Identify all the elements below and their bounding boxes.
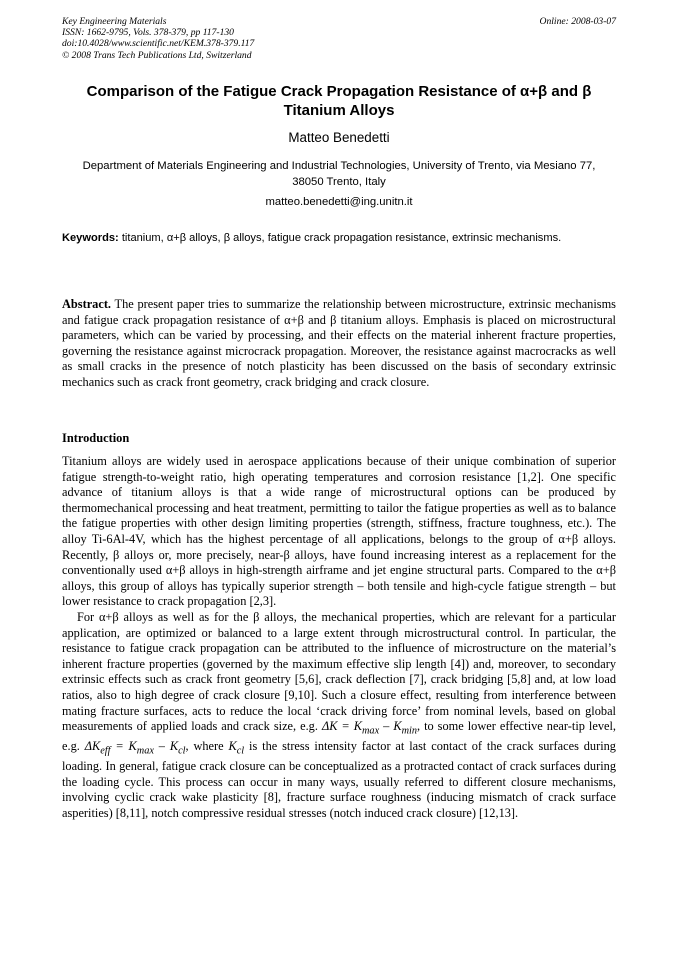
equation-delta-k: [321, 719, 417, 737]
intro-p2-text-a: For α+β alloys as well as for the β alloys, the mechanical properties, which are relevant for a particular application, are optimized or balanced to a large extent through microstructural control. In particular, the resistance to fatigue crack propagation can be attributed to the influence of microstructure on the material’s inherent fracture properties (governed by the maximum effective slip length [4]) and, moreover, to secondary extrinsic effects such as crack front geometry [5,6], crack deflection [7], crack bridging [5,8] and, at low load ratios, also to high degree of crack closure [9,10]. Such a closure effect, resulting from interference between mating fracture surfaces, acts to reduce the local ‘crack driving force’ from nominal levels, based on global measurements of applied loads and crack size, e.g.: [62, 609, 616, 734]
equation-delta-k-eff: [84, 739, 186, 757]
symbol-k-cl: [228, 739, 245, 757]
author-affiliation: Department of Materials Engineering and Industrial Technologies, University of Trento, via Mesiano 77, 38050 Trento, Italy: [82, 160, 596, 188]
kcl-sub: cl: [236, 745, 245, 757]
eq1-main: ΔK = K: [321, 719, 362, 734]
journal-header: [62, 16, 616, 61]
intro-p2-text-d: is the stress intensity factor at last contact of the crack surfaces during loading. In general, fatigue crack closure can be conceptualized as a protracted contact of crack surfaces during the loading cycle. This process can occur in many ways, usually referred to different closure mechanisms, involving cyclic crack wake plasticity [8], fracture surface roughness (inducing mismatch of crack surface asperities) [8,11], notch compressive residual stresses (notch induced crack closure) [12,13].: [62, 739, 616, 820]
eq2-sub-eff: eff: [100, 745, 111, 757]
eq1-sub-max: max: [362, 725, 380, 737]
journal-name: Key Engineering Materials: [62, 16, 167, 27]
eq1-sub-min: min: [401, 725, 417, 737]
eq2-main: ΔK: [84, 739, 101, 754]
author-email: matteo.benedetti@ing.unitn.it: [265, 196, 413, 208]
eq2-mid: = K: [110, 739, 137, 754]
abstract-label: Abstract.: [62, 297, 112, 311]
issn-line: ISSN: 1662-9795, Vols. 378-379, pp 117-130: [62, 27, 234, 39]
intro-paragraph-2: [62, 610, 616, 822]
keywords: [62, 232, 616, 246]
eq2-end: – K: [153, 739, 179, 754]
intro-p2-text-b: , to some lower effective near-tip level, e.g.: [62, 719, 616, 754]
abstract: [62, 297, 616, 391]
author-name: Matteo Benedetti: [288, 130, 390, 145]
introduction-heading: Introduction: [62, 431, 130, 445]
doi-line: doi:10.4028/www.scientific.net/KEM.378-379.117: [62, 38, 255, 50]
keywords-text: titanium, α+β alloys, β alloys, fatigue crack propagation resistance, extrinsic mechanisms.: [121, 232, 562, 244]
introduction-body: [62, 454, 616, 822]
copyright-line: © 2008 Trans Tech Publications Ltd, Switzerland: [62, 49, 252, 61]
abstract-text: The present paper tries to summarize the relationship between microstructure, extrinsic mechanisms and fatigue crack propagation resistance of α+β and β titanium alloys. Emphasis is placed on microstructural parameters, which can be varied by processing, and their effects on the material inherent fracture properties, governing the resistance against microcrack propagation. Moreover, the resistance against macrocracks as well as small cracks in the presence of notch plasticity has been discussed on the basis of secondary extrinsic mechanics such as crack front geometry, crack bridging and crack closure.: [62, 297, 616, 389]
online-date: Online: 2008-03-07: [539, 16, 616, 27]
paper-title: Comparison of the Fatigue Crack Propagation Resistance of α+β and β Titanium Alloys: [86, 83, 592, 119]
eq2-sub-max: max: [136, 745, 154, 757]
keywords-label: Keywords:: [62, 232, 119, 244]
intro-p2-text-c: , where: [185, 739, 224, 754]
eq1-mid: – K: [379, 719, 402, 734]
kcl-main: K: [228, 739, 237, 754]
eq2-sub-cl: cl: [178, 745, 186, 757]
intro-paragraph-1: Titanium alloys are widely used in aerospace applications because of their unique combination of superior fatigue strength-to-weight ratio, high operating temperatures and corrosion resistance [1,2]. One specific advance of titanium alloys is that a wide range of microstructural options can be produced by thermomechanical processing and heat treatment, permitting to tailor the fatigue properties as well as to balance the fatigue properties with other design limiting properties (strength, stiffness, fracture toughness, etc.). The alloy Ti-6Al-4V, which has the highest percentage of all applications, belongs to the group of α+β alloys. Recently, β alloys or, more precisely, near-β alloys, have found increasing interest as a replacement for the conventionally used α+β alloys in high-strength airframe and jet engine structural parts. Compared to the α+β alloys, this group of alloys has typically superior strength – both tensile and high-cycle fatigue strength – but lower resistance to crack propagation [2,3].: [62, 454, 616, 609]
